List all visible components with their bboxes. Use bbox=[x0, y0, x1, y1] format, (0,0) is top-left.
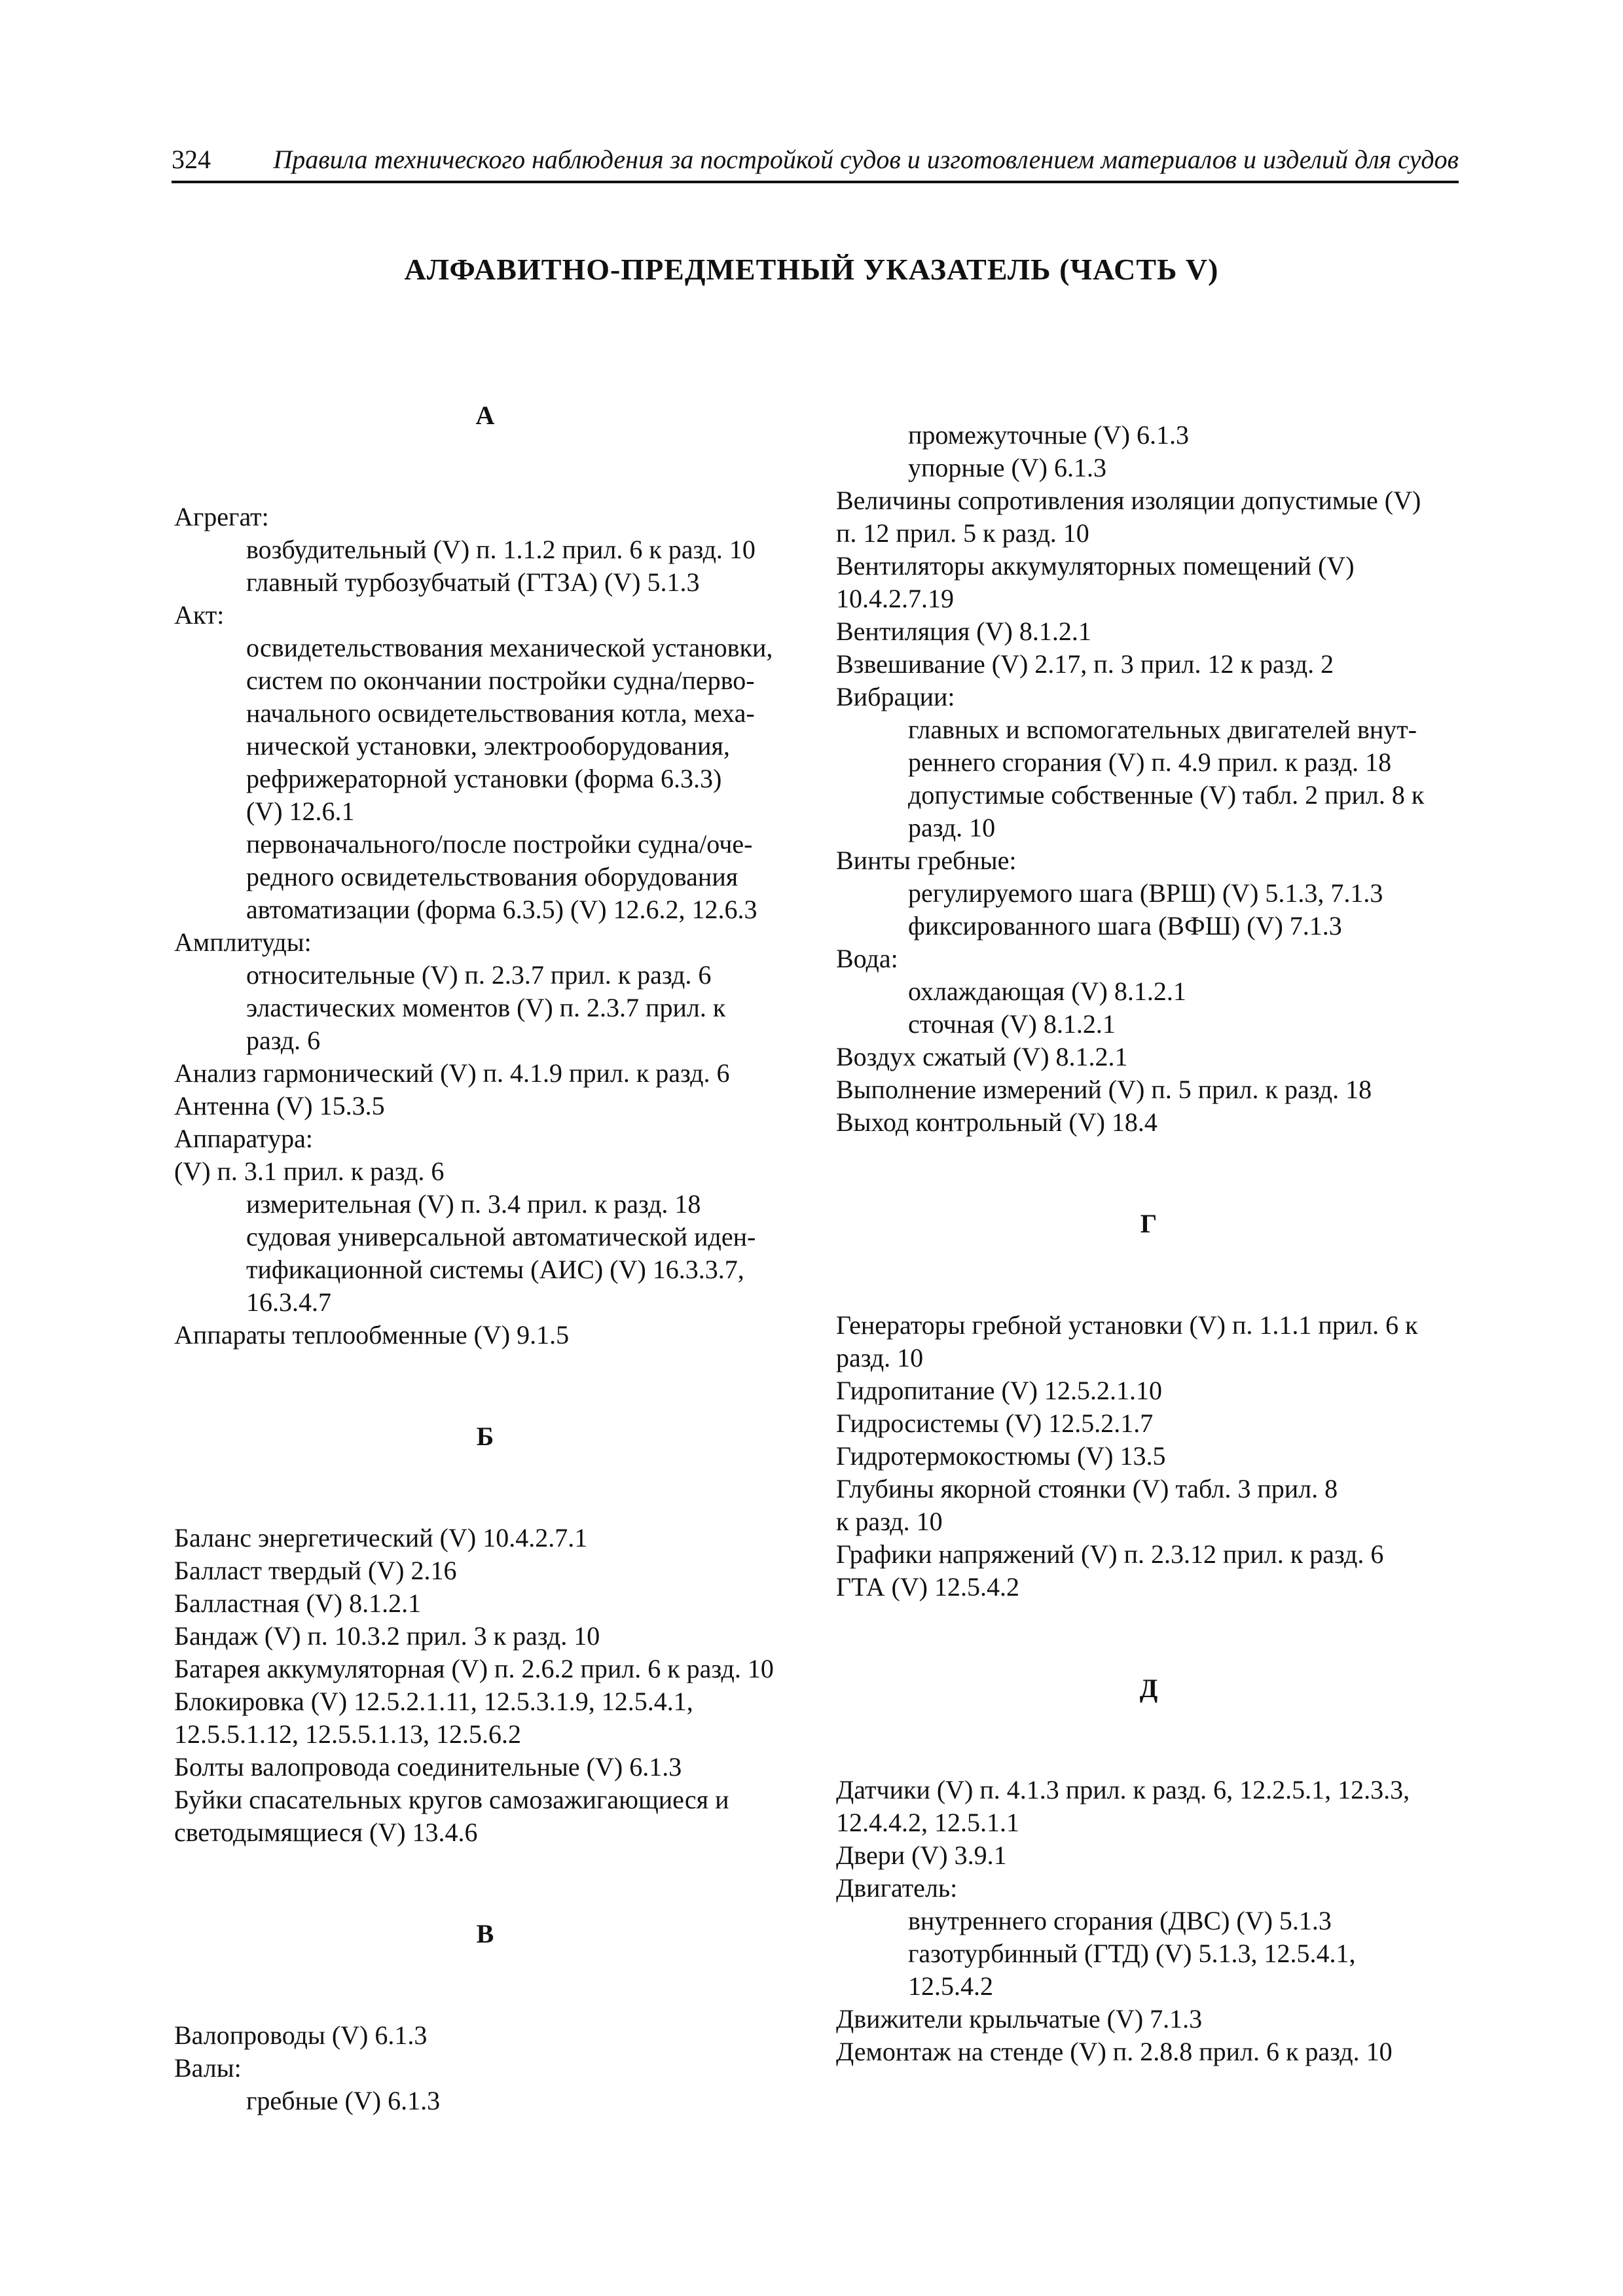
running-title: Правила технического наблюдения за постройкой судов и изготовлением материалов и изделий для судов bbox=[273, 145, 1459, 174]
index-entry: Датчики (V) п. 4.1.3 прил. к разд. 6, 12.2.5.1, 12.3.3, bbox=[836, 1775, 1410, 1804]
index-entry: Воздух сжатый (V) 8.1.2.1 bbox=[836, 1042, 1128, 1071]
index-subentry: автоматизации (форма 6.3.5) (V) 12.6.2, 12.6.3 bbox=[246, 895, 757, 924]
page-number: 324 bbox=[172, 145, 211, 174]
letter-heading-v: В bbox=[476, 1919, 494, 1948]
page-header bbox=[172, 140, 1459, 179]
index-entry: к разд. 10 bbox=[836, 1507, 943, 1536]
left-column bbox=[174, 399, 796, 2117]
index-entry: Аппаратура: bbox=[174, 1124, 313, 1153]
index-entry: Болты валопровода соединительные (V) 6.1.3 bbox=[174, 1752, 682, 1782]
index-subentry: редного освидетельствования оборудования bbox=[246, 862, 739, 891]
header-rule bbox=[172, 181, 1459, 183]
index-entry: Блокировка (V) 12.5.2.1.11, 12.5.3.1.9, 12.5.4.1, bbox=[174, 1687, 693, 1716]
index-subentry: главных и вспомогательных двигателей внут- bbox=[908, 715, 1417, 744]
index-entry: Гидропитание (V) 12.5.2.1.10 bbox=[836, 1376, 1162, 1405]
index-entry: Акт: bbox=[174, 600, 225, 630]
index-entry: Двери (V) 3.9.1 bbox=[836, 1840, 1007, 1870]
index-subentry: освидетельствования механической установки, bbox=[246, 633, 773, 662]
index-entry: Выполнение измерений (V) п. 5 прил. к разд. 18 bbox=[836, 1075, 1372, 1104]
right-column bbox=[836, 419, 1461, 2068]
index-entry: 10.4.2.7.19 bbox=[836, 584, 954, 613]
index-entry: Вибрации: bbox=[836, 682, 955, 711]
index-entry: Вентиляция (V) 8.1.2.1 bbox=[836, 617, 1091, 646]
index-entry: 12.4.4.2, 12.5.1.1 bbox=[836, 1808, 1019, 1837]
index-subentry: сточная (V) 8.1.2.1 bbox=[908, 1009, 1116, 1039]
index-entry: 12.5.5.1.12, 12.5.5.1.13, 12.5.6.2 bbox=[174, 1719, 521, 1749]
index-entry: Аппараты теплообменные (V) 9.1.5 bbox=[174, 1320, 570, 1350]
index-subentry: разд. 6 bbox=[246, 1026, 321, 1055]
index-entry: Величины сопротивления изоляции допустимые (V) bbox=[836, 486, 1421, 515]
index-entry: Графики напряжений (V) п. 2.3.12 прил. к разд. 6 bbox=[836, 1539, 1384, 1569]
index-entry: Вентиляторы аккумуляторных помещений (V) bbox=[836, 551, 1355, 581]
index-entry: Амплитуды: bbox=[174, 927, 312, 957]
index-entry: Агрегат: bbox=[174, 502, 269, 531]
index-entry: светодымящиеся (V) 13.4.6 bbox=[174, 1818, 478, 1847]
index-subentry: тификационной системы (АИС) (V) 16.3.3.7, bbox=[246, 1255, 744, 1284]
index-subentry: упорные (V) 6.1.3 bbox=[908, 453, 1106, 482]
index-entry: Батарея аккумуляторная (V) п. 2.6.2 прил. 6 к разд. 10 bbox=[174, 1654, 774, 1683]
index-subentry: допустимые собственные (V) табл. 2 прил. 8 к bbox=[908, 780, 1425, 810]
index-subentry: нической установки, электрооборудования, bbox=[246, 731, 730, 761]
index-subentry: регулируемого шага (ВРШ) (V) 5.1.3, 7.1.3 bbox=[908, 878, 1383, 908]
index-entry: Винты гребные: bbox=[836, 846, 1017, 875]
index-entry: п. 12 прил. 5 к разд. 10 bbox=[836, 518, 1089, 548]
index-entry: ГТА (V) 12.5.4.2 bbox=[836, 1572, 1019, 1602]
index-subentry: фиксированного шага (ВФШ) (V) 7.1.3 bbox=[908, 911, 1342, 941]
index-subentry: промежуточные (V) 6.1.3 bbox=[908, 420, 1189, 450]
index-entry: Выход контрольный (V) 18.4 bbox=[836, 1107, 1158, 1137]
index-entry: Анализ гармонический (V) п. 4.1.9 прил. к разд. 6 bbox=[174, 1058, 730, 1088]
index-entry: Баланс энергетический (V) 10.4.2.7.1 bbox=[174, 1523, 588, 1552]
index-subentry: эластических моментов (V) п. 2.3.7 прил. к bbox=[246, 993, 726, 1022]
index-entry: Взвешивание (V) 2.17, п. 3 прил. 12 к разд. 2 bbox=[836, 649, 1334, 679]
index-title: АЛФАВИТНО-ПРЕДМЕТНЫЙ УКАЗАТЕЛЬ (ЧАСТЬ V) bbox=[404, 253, 1219, 286]
index-entry: Вода: bbox=[836, 944, 898, 973]
index-entry: Буйки спасательных кругов самозажигающиеся и bbox=[174, 1785, 729, 1814]
index-subentry: разд. 10 bbox=[908, 813, 996, 842]
index-entry: Бандаж (V) п. 10.3.2 прил. 3 к разд. 10 bbox=[174, 1621, 600, 1651]
index-entry: разд. 10 bbox=[836, 1343, 924, 1372]
index-subentry: возбудительный (V) п. 1.1.2 прил. 6 к разд. 10 bbox=[246, 535, 756, 564]
index-entry: Движители крыльчатые (V) 7.1.3 bbox=[836, 2004, 1203, 2034]
index-subentry: внутреннего сгорания (ДВС) (V) 5.1.3 bbox=[908, 1906, 1332, 1935]
index-subentry: относительные (V) п. 2.3.7 прил. к разд. 6 bbox=[246, 960, 712, 990]
index-entry: Глубины якорной стоянки (V) табл. 3 прил. 8 bbox=[836, 1474, 1338, 1503]
index-subentry: охлаждающая (V) 8.1.2.1 bbox=[908, 977, 1186, 1006]
index-subentry: рефрижераторной установки (форма 6.3.3) bbox=[246, 764, 722, 793]
index-entry: Антенна (V) 15.3.5 bbox=[174, 1091, 385, 1121]
index-subentry: гребные (V) 6.1.3 bbox=[246, 2086, 441, 2115]
index-subentry: начального освидетельствования котла, меха- bbox=[246, 698, 755, 728]
index-entry: Гидросистемы (V) 12.5.2.1.7 bbox=[836, 1408, 1154, 1438]
index-subentry: (V) 12.6.1 bbox=[246, 797, 355, 826]
letter-heading-d: Д bbox=[1139, 1674, 1158, 1703]
index-entry: Гидротермокостюмы (V) 13.5 bbox=[836, 1441, 1166, 1471]
index-subentry: измерительная (V) п. 3.4 прил. к разд. 18 bbox=[246, 1189, 701, 1219]
index-subentry: главный турбозубчатый (ГТЗА) (V) 5.1.3 bbox=[246, 567, 700, 597]
index-entry: Демонтаж на стенде (V) п. 2.8.8 прил. 6 к разд. 10 bbox=[836, 2037, 1393, 2066]
index-entry: (V) п. 3.1 прил. к разд. 6 bbox=[174, 1157, 445, 1186]
index-entry: Балласт твердый (V) 2.16 bbox=[174, 1556, 457, 1585]
index-subentry: первоначального/после постройки судна/оче- bbox=[246, 829, 753, 859]
index-entry: Валопроводы (V) 6.1.3 bbox=[174, 2020, 428, 2050]
index-entry: Валы: bbox=[174, 2053, 242, 2083]
letter-heading-a: А bbox=[475, 401, 495, 430]
letter-heading-g: Г bbox=[1140, 1209, 1158, 1238]
index-subentry: систем по окончании постройки судна/перво- bbox=[246, 666, 755, 695]
index-subentry: газотурбинный (ГТД) (V) 5.1.3, 12.5.4.1, bbox=[908, 1939, 1356, 1968]
index-entry: Генераторы гребной установки (V) п. 1.1.1 прил. 6 к bbox=[836, 1310, 1418, 1340]
index-subentry: 12.5.4.2 bbox=[908, 1971, 993, 2001]
index-subentry: судовая универсальной автоматической иден- bbox=[246, 1222, 756, 1251]
index-subentry: реннего сгорания (V) п. 4.9 прил. к разд. 18 bbox=[908, 747, 1392, 777]
index-entry: Двигатель: bbox=[836, 1873, 958, 1903]
index-subentry: 16.3.4.7 bbox=[246, 1287, 331, 1317]
letter-heading-b: Б bbox=[476, 1422, 494, 1451]
index-entry: Балластная (V) 8.1.2.1 bbox=[174, 1588, 422, 1618]
